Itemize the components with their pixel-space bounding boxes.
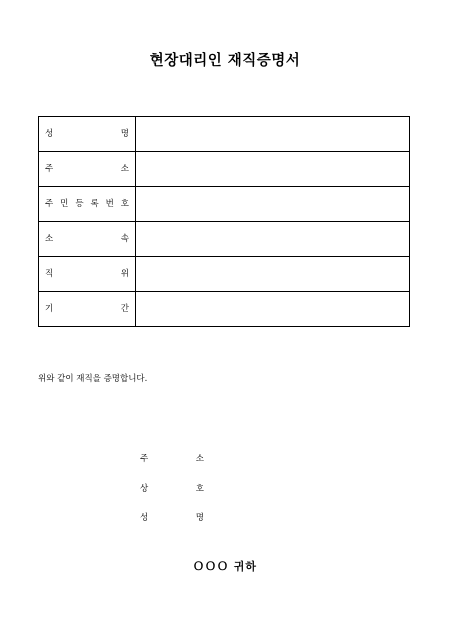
recipient-line: ＯＯＯ 귀하 [192,560,258,573]
info-table [38,116,410,327]
field-label-cell [39,117,136,152]
field-value-cell [136,152,410,187]
page-title: 현장대리인 재직증명서 [149,52,301,69]
field-label-cell [39,152,136,187]
table-row [39,257,410,292]
field-value-cell [136,222,410,257]
field-label: 기 간 [45,304,129,314]
signature-address-label: 주 소 [140,454,204,464]
field-value-cell [136,117,410,152]
field-label: 주 소 [45,164,129,174]
signature-company-label: 상 호 [140,484,204,494]
table-row [39,187,410,222]
field-label: 주 민 등 록 번 호 [45,199,129,209]
field-value-cell [136,257,410,292]
certification-statement: 위와 같이 재직을 증명합니다. [38,374,148,384]
field-label: 직 위 [45,269,129,279]
table-row [39,292,410,327]
field-label: 소 속 [45,234,129,244]
table-row [39,152,410,187]
field-label-cell [39,187,136,222]
field-label-cell [39,222,136,257]
field-value-cell [136,187,410,222]
field-label-cell [39,257,136,292]
table-row [39,222,410,257]
table-row [39,117,410,152]
field-label-cell [39,292,136,327]
field-value-cell [136,292,410,327]
field-label: 성 명 [45,129,129,139]
signature-name-label: 성 명 [140,513,204,523]
